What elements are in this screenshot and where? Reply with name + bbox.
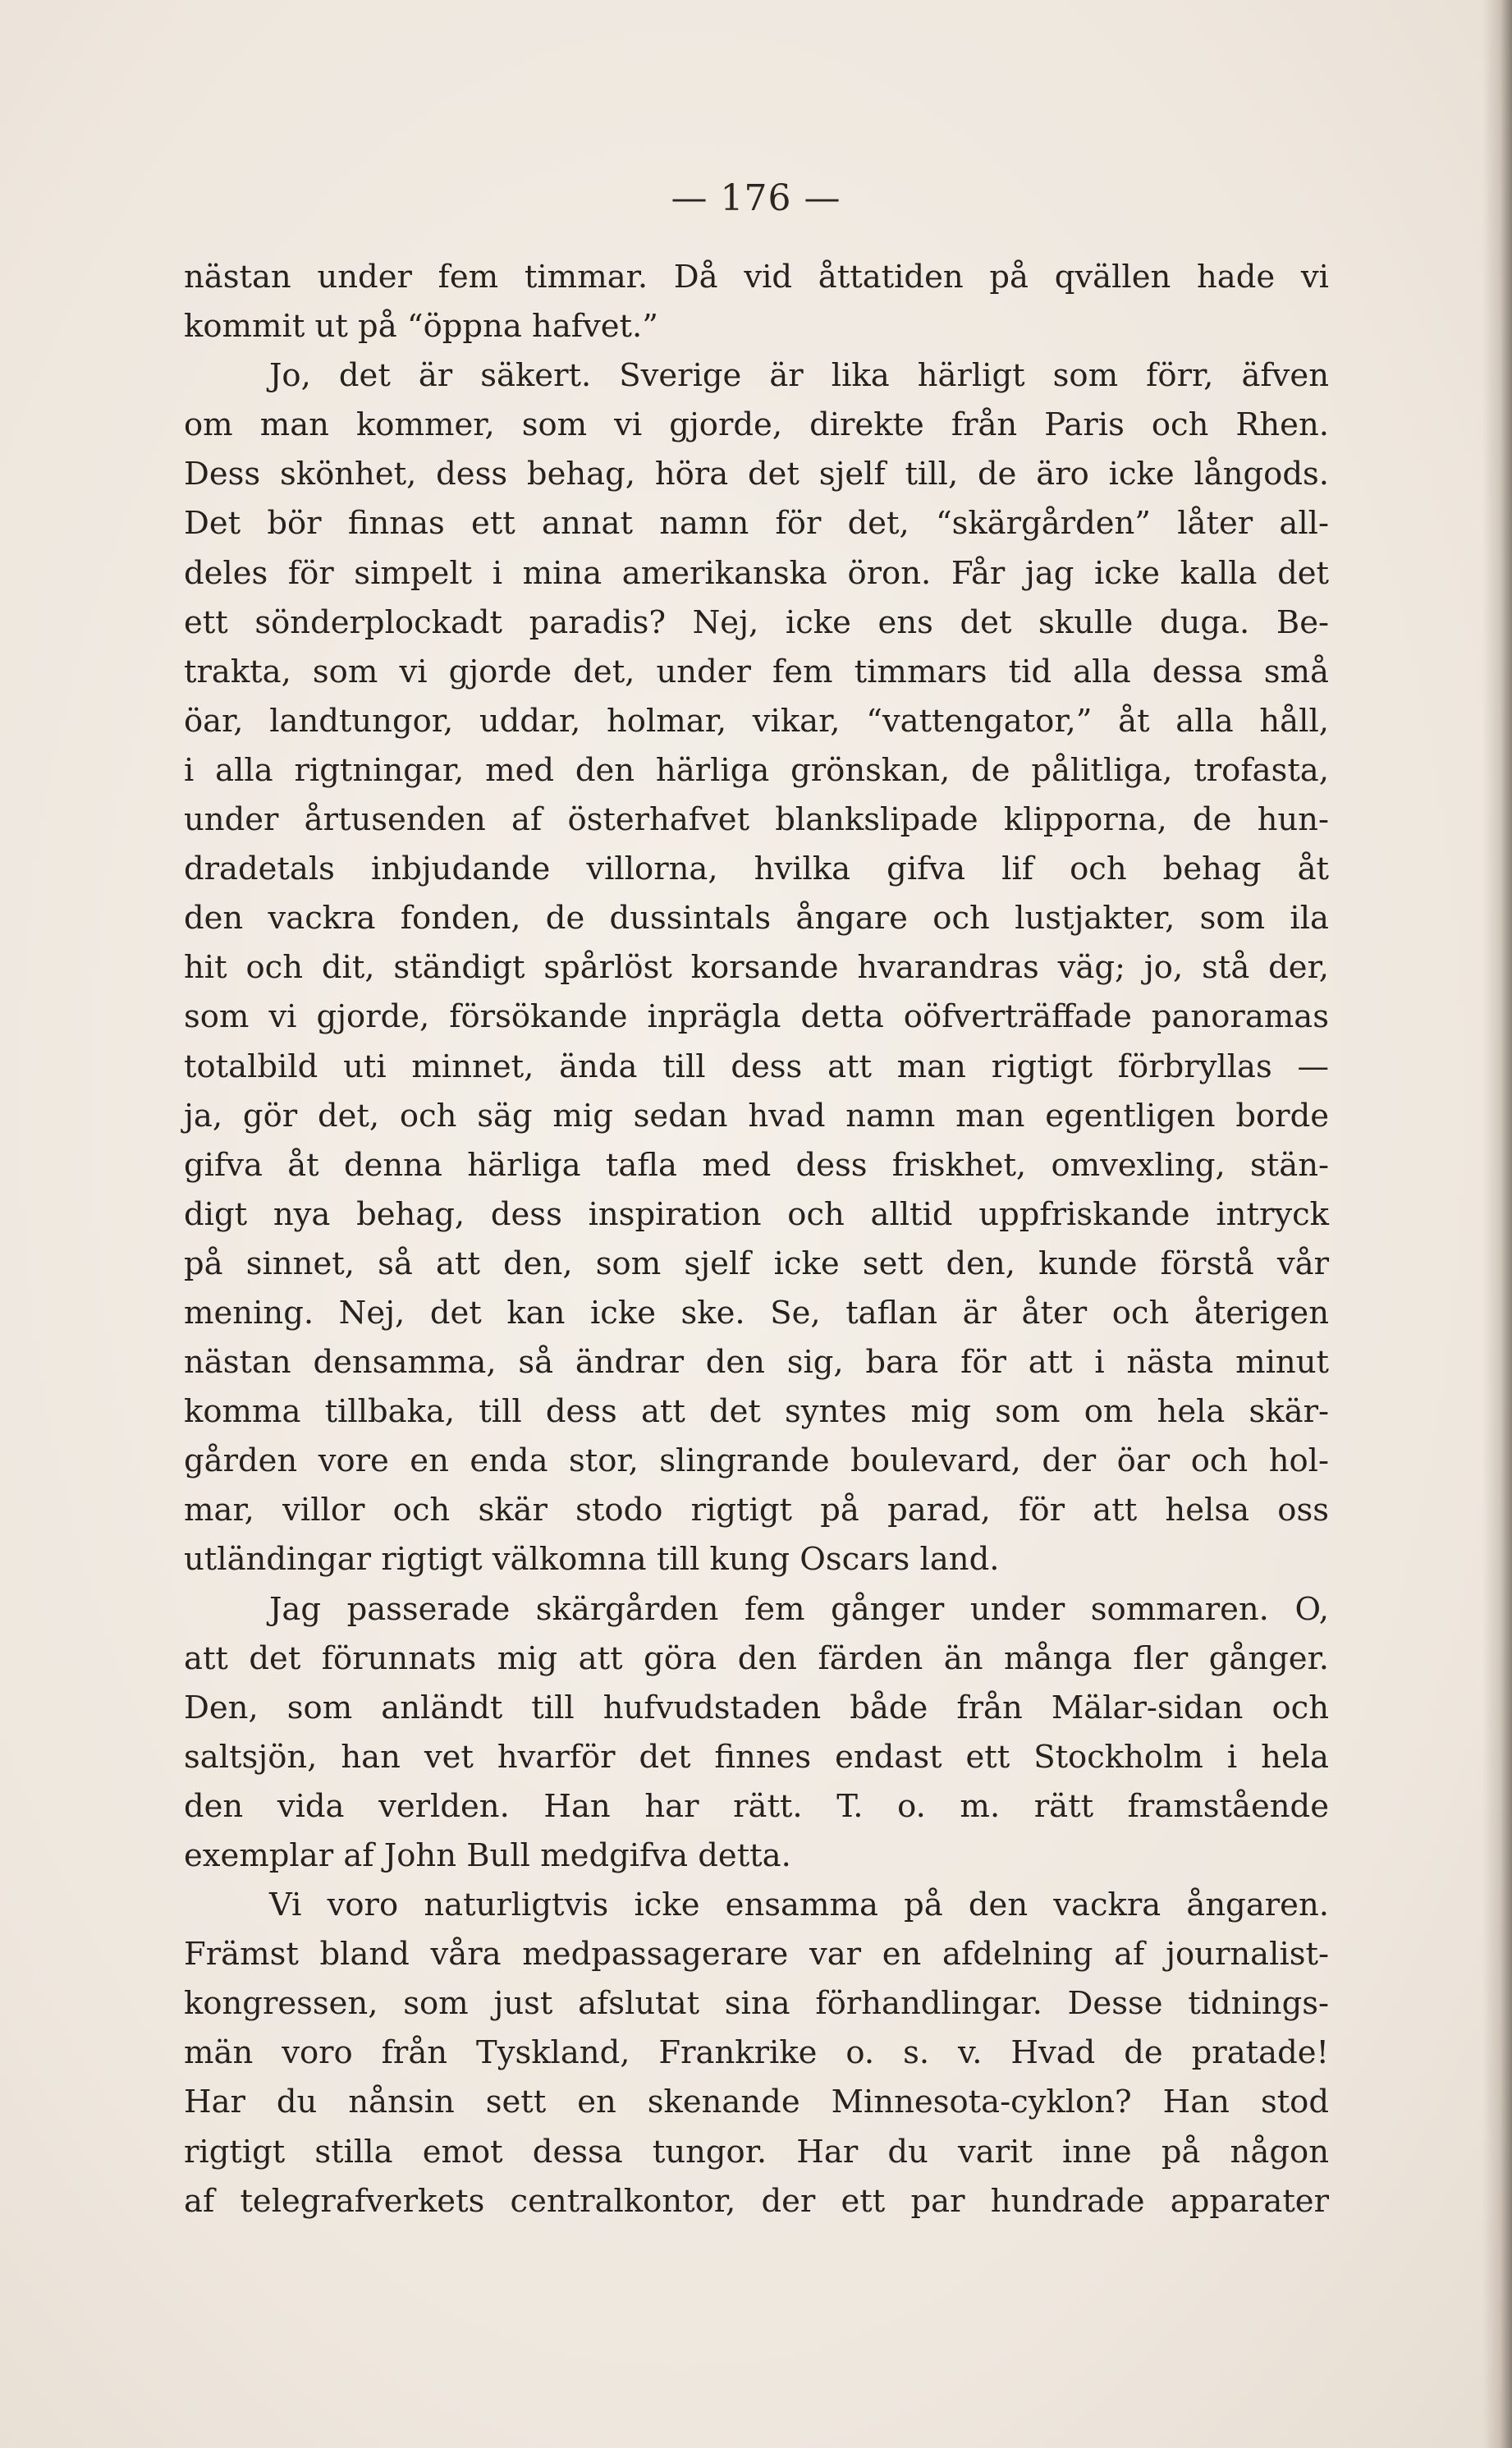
text-line: gården vore en enda stor, slingrande boulevard, der öar och hol- (184, 1442, 1329, 1480)
text-line: dradetals inbjudande villorna, hvilka gifva lif och behag åt (184, 850, 1329, 888)
body-text (184, 253, 1329, 2226)
text-line: nästan under fem timmar. Då vid åttatiden på qvällen hade vi (184, 259, 1329, 296)
text-line: att det förunnats mig att göra den färden än många fler gånger. (184, 1639, 1329, 1677)
text-line: komma tillbaka, till dess att det syntes mig som om hela skär- (184, 1393, 1329, 1431)
text-line: Främst bland våra medpassagerare var en afdelning af journalist- (184, 1936, 1329, 1974)
text-line: i alla rigtningar, med den härliga grönskan, de pålitliga, trofasta, (184, 751, 1329, 789)
text-line: trakta, som vi gjorde det, under fem timmars tid alla dessa små (184, 653, 1329, 690)
text-line: kommit ut på “öppna hafvet.” (184, 308, 658, 346)
text-line: digt nya behag, dess inspiration och alltid uppfriskande intryck (184, 1195, 1329, 1233)
text-line: rigtigt stilla emot dessa tungor. Har du varit inne på någon (184, 2133, 1329, 2171)
text-line: under årtusenden af österhafvet blankslipade klipporna, de hun- (184, 801, 1329, 839)
text-line: deles för simpelt i mina amerikanska öron. Får jag icke kalla det (184, 554, 1329, 592)
text-line: hit och dit, ständigt spårlöst korsande hvarandras väg; jo, stå der, (184, 949, 1329, 987)
text-line: af telegrafverkets centralkontor, der ett par hundrade apparater (184, 2182, 1329, 2220)
text-line: ja, gör det, och säg mig sedan hvad namn man egentligen borde (184, 1097, 1329, 1135)
text-line: Har du nånsin sett en skenande Minnesota-cyklon? Han stod (184, 2084, 1329, 2121)
text-line: ett sönderplockadt paradis? Nej, icke ens det skulle duga. Be- (184, 603, 1329, 641)
text-line: den vida verlden. Han har rätt. T. o. m. rätt framstående (184, 1787, 1329, 1825)
text-line: öar, landtungor, uddar, holmar, vikar, “vattengator,” åt alla håll, (184, 702, 1329, 740)
text-line: Dess skönhet, dess behag, höra det sjelf till, de äro icke långods. (184, 456, 1329, 493)
text-line: Den, som anländt till hufvudstaden både från Mälar-sidan och (184, 1689, 1329, 1726)
text-line: Jo, det är säkert. Sverige är lika härligt som förr, äfven (269, 357, 1329, 395)
text-line: som vi gjorde, försökande inprägla detta oöfverträffade panoramas (184, 998, 1329, 1036)
text-line: mening. Nej, det kan icke ske. Se, taflan är åter och återigen (184, 1294, 1329, 1332)
text-line: på sinnet, så att den, som sjelf icke sett den, kunde förstå vår (184, 1245, 1329, 1282)
text-line: män voro från Tyskland, Frankrike o. s. v. Hvad de pratade! (184, 2034, 1329, 2072)
text-line: utländingar rigtigt välkomna till kung Oscars land. (184, 1541, 1000, 1579)
text-line: om man kommer, som vi gjorde, direkte från Paris och Rhen. (184, 406, 1329, 444)
page-number: — 176 — (671, 177, 841, 219)
text-line: exemplar af John Bull medgifva detta. (184, 1837, 791, 1874)
text-line: totalbild uti minnet, ända till dess att man rigtigt förbryllas — (184, 1048, 1329, 1085)
text-line: mar, villor och skär stodo rigtigt på parad, för att helsa oss (184, 1492, 1329, 1529)
text-line: nästan densamma, så ändrar den sig, bara för att i nästa minut (184, 1344, 1329, 1382)
text-line: kongressen, som just afslutat sina förhandlingar. Desse tidnings- (184, 1985, 1329, 2023)
text-line: gifva åt denna härliga tafla med dess friskhet, omvexling, stän- (184, 1146, 1329, 1184)
text-line: den vackra fonden, de dussintals ångare och lustjakter, som ila (184, 900, 1329, 937)
text-line: Det bör finnas ett annat namn för det, “skärgården” låter all- (184, 505, 1329, 543)
text-line: Vi voro naturligtvis icke ensamma på den vackra ångaren. (269, 1886, 1329, 1924)
text-line: Jag passerade skärgården fem gånger under sommaren. O, (269, 1590, 1329, 1628)
text-line: saltsjön, han vet hvarför det finnes endast ett Stockholm i hela (184, 1738, 1329, 1776)
page-edge-shadow (1482, 0, 1512, 2448)
